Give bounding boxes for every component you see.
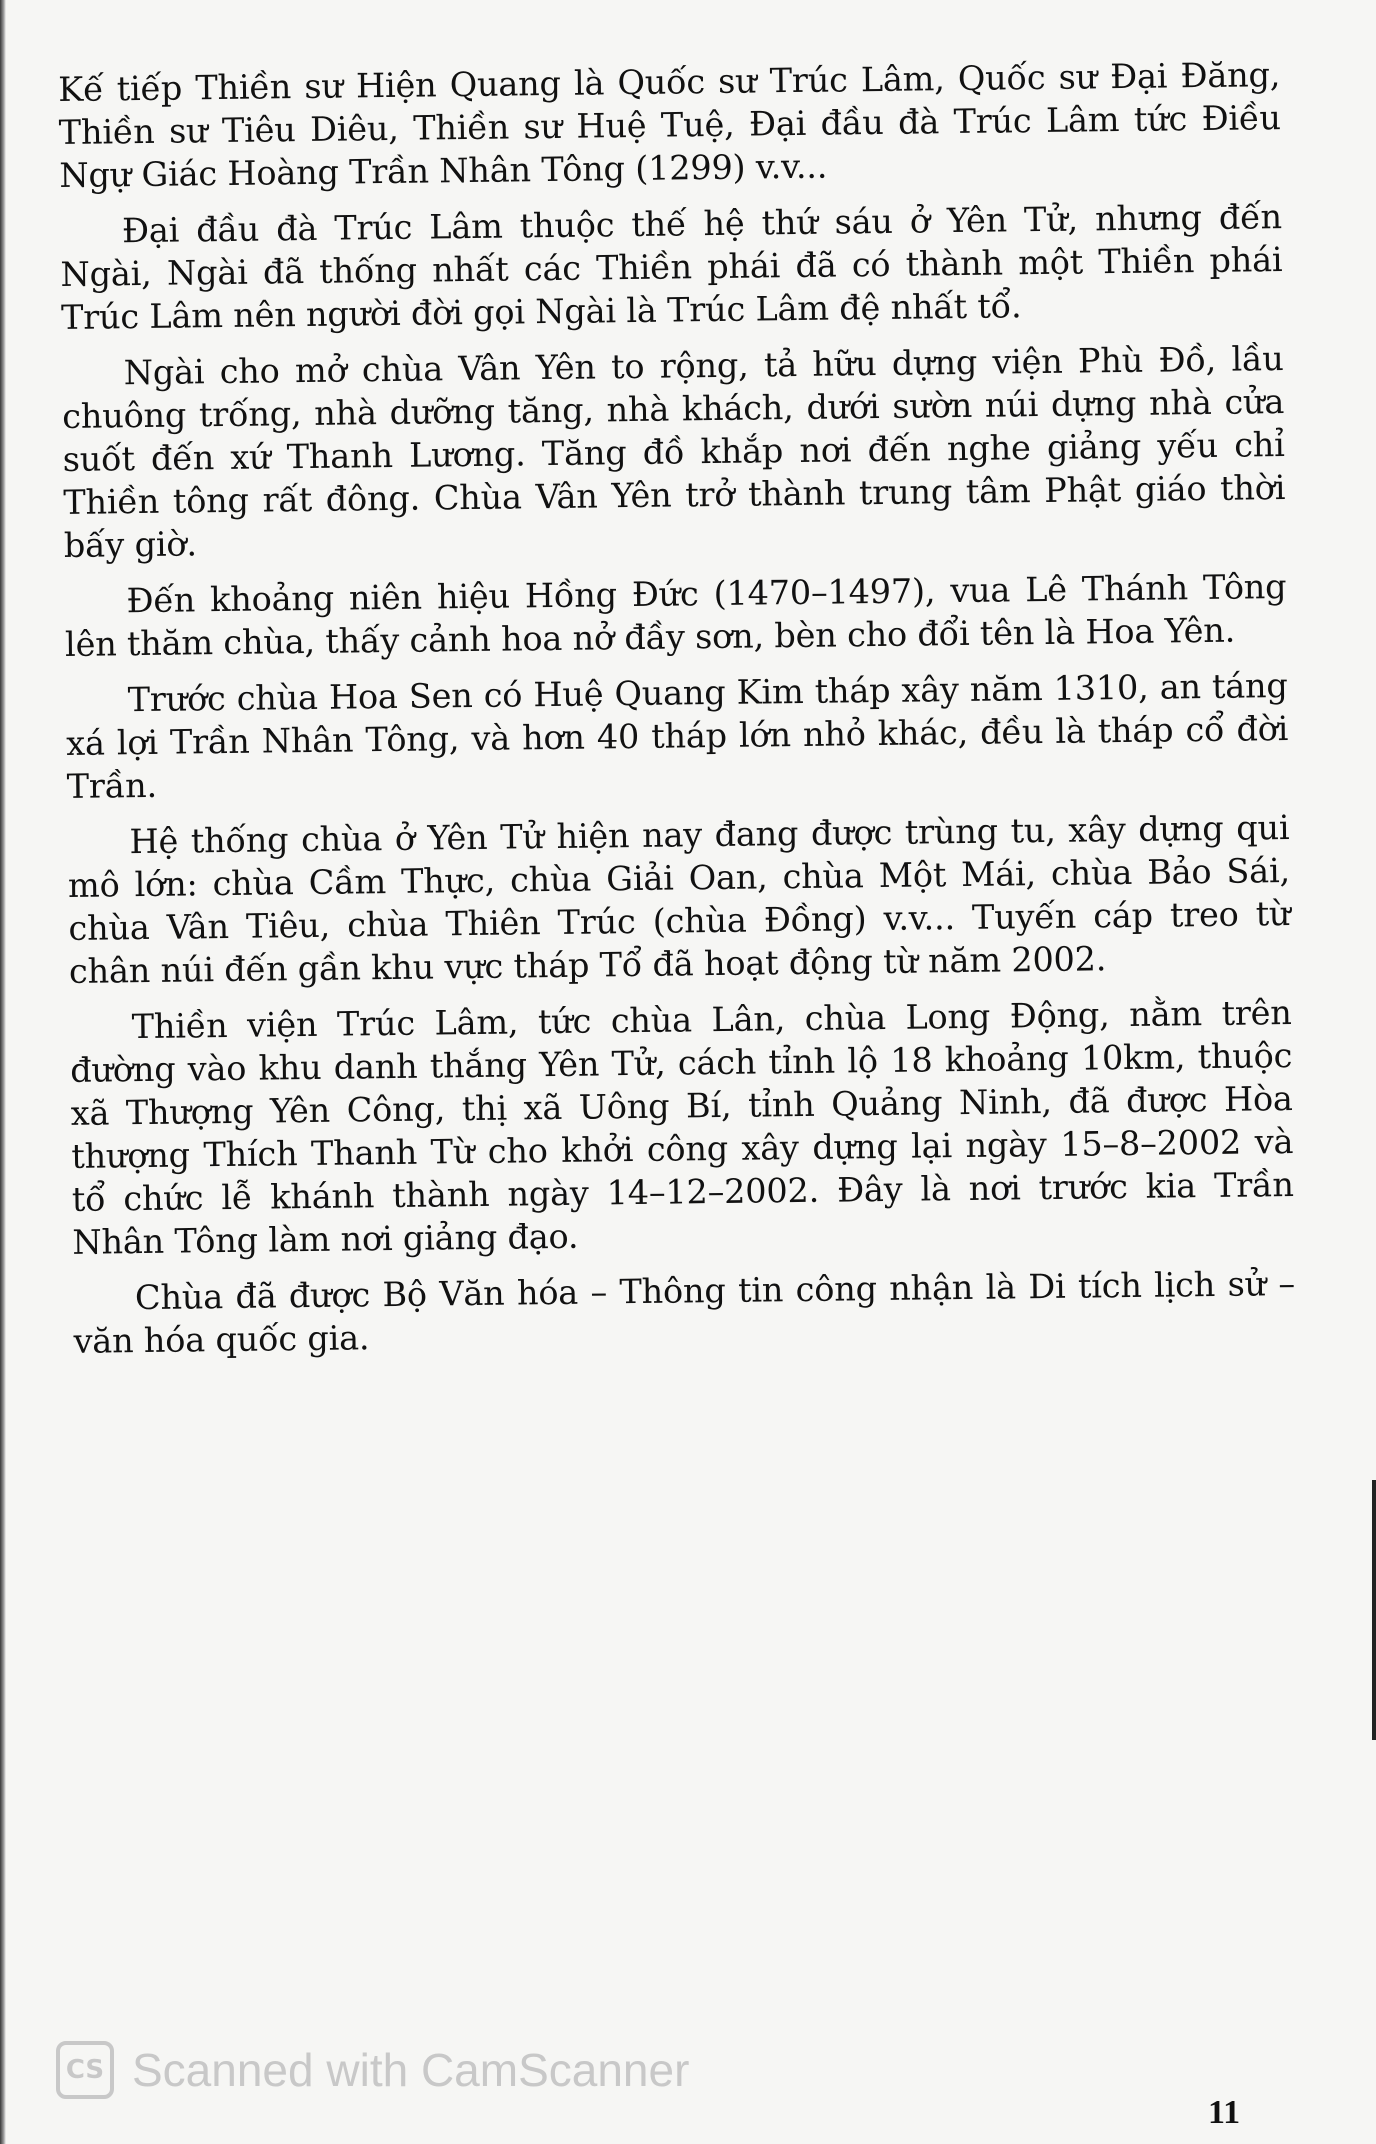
paragraph-6: Hệ thống chùa ở Yên Tử hiện nay đang được trùng tu, xây dựng qui mô lớn: chùa Cầm Thực, chùa Giải Oan, chùa Một Mái, chùa Bảo Sái, chùa Vân Tiêu, chùa Thiên Trúc (chùa Đồng) v.v... Tuyến cáp treo từ chân núi đến gần khu vực tháp Tổ đã hoạt động từ năm 2002.: [67, 808, 1291, 991]
camscanner-logo-icon: CS: [56, 2041, 114, 2099]
paragraph-7: Thiền viện Trúc Lâm, tức chùa Lân, chùa Long Động, nằm trên đường vào khu danh thắng Yên Tử, cách tỉnh lộ 18 khoảng 10km, thuộc xã Thượng Yên Công, thị xã Uông Bí, tỉnh Quảng Ninh, đã được Hòa thượng Thích Thanh Từ cho khởi công xây dựng lại ngày 15–8–2002 và tổ chức lễ khánh thành ngày 14–12–2002. Đây là nơi trước kia Trần Nhân Tông làm nơi giảng đạo.: [70, 993, 1294, 1262]
camscanner-watermark: [56, 2038, 689, 2102]
page-binding-edge: [0, 0, 6, 2144]
paragraph-4: Đến khoảng niên hiệu Hồng Đức (1470–1497), vua Lê Thánh Tông lên thăm chùa, thấy cảnh hoa nở đầy sơn, bèn cho đổi tên là Hoa Yên.: [64, 567, 1287, 664]
paragraph-2: Đại đầu đà Trúc Lâm thuộc thế hệ thứ sáu ở Yên Tử, nhưng đến Ngài, Ngài đã thống nhất các Thiền phái đã có thành một Thiền phái Trúc Lâm nên người đời gọi Ngài là Trúc Lâm đệ nhất tổ.: [60, 197, 1283, 337]
page-body: [58, 53, 1296, 1376]
paragraph-3: Ngài cho mở chùa Vân Yên to rộng, tả hữu dựng viện Phù Đồ, lầu chuông trống, nhà dưỡng tăng, nhà khách, dưới sườn núi dựng nhà cửa suốt đến xứ Thanh Lương. Tăng đồ khắp nơi đến nghe giảng yếu chỉ Thiền tông rất đông. Chùa Vân Yên trở thành trung tâm Phật giáo thời bấy giờ.: [62, 339, 1286, 565]
page-right-edge-mark: [1372, 1480, 1376, 1740]
paragraph-1: Kế tiếp Thiền sư Hiện Quang là Quốc sư Trúc Lâm, Quốc sư Đại Đăng, Thiền sư Tiêu Diêu, Thiền sư Huệ Tuệ, Đại đầu đà Trúc Lâm tức Điều Ngự Giác Hoàng Trần Nhân Tông (1299) v.v...: [58, 55, 1281, 195]
page-number: 11: [1208, 2094, 1241, 2131]
watermark-text: Scanned with CamScanner: [132, 2044, 690, 2096]
paragraph-5: Trước chùa Hoa Sen có Huệ Quang Kim tháp xây năm 1310, an táng xá lợi Trần Nhân Tông, và hơn 40 tháp lớn nhỏ khác, đều là tháp cổ đời Trần.: [66, 666, 1289, 806]
paragraph-8: Chùa đã được Bộ Văn hóa – Thông tin công nhận là Di tích lịch sử – văn hóa quốc gia.: [73, 1263, 1296, 1361]
